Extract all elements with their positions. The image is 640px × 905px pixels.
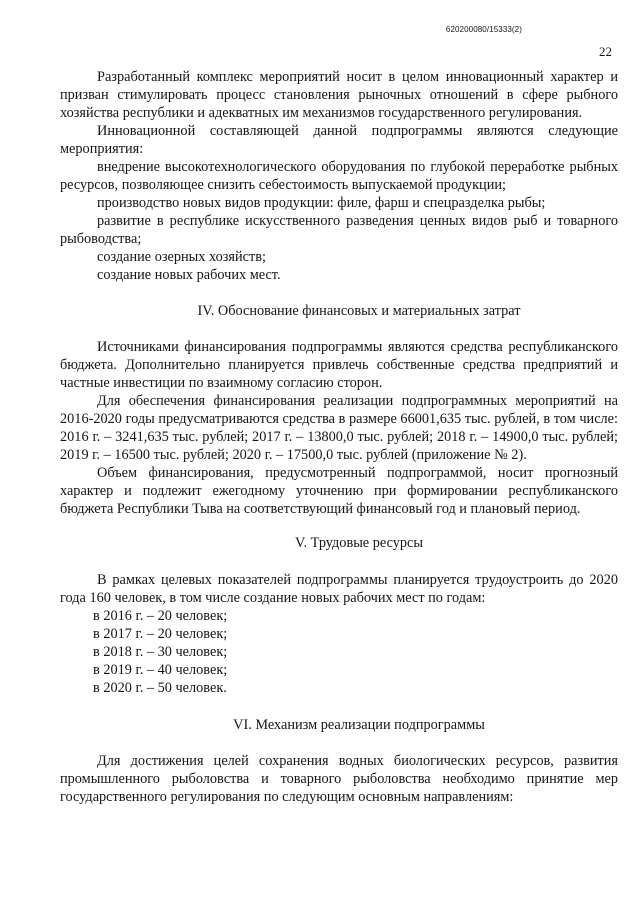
- document-id: 620200080/15333(2): [445, 25, 522, 34]
- paragraph: Источниками финансирования подпрограммы являются средства республиканского бюджета. Дополнительно планируется привлечь собственные средства предприятий и частные инвестиции по взаимному согласию сторон.: [60, 339, 618, 391]
- list-item: в 2020 г. – 50 человек.: [93, 680, 227, 696]
- paragraph: Инновационной составляющей данной подпрограммы являются следующие мероприятия:: [60, 123, 618, 157]
- paragraph: В рамках целевых показателей подпрограммы планируется трудоустроить до 2020 года 160 человек, в том числе создание новых рабочих мест по годам:: [60, 572, 618, 606]
- section-heading: IV. Обоснование финансовых и материальных затрат: [197, 303, 521, 319]
- list-item: внедрение высокотехнологического оборудования по глубокой переработке рыбных ресурсов, позволяющее снизить себестоимость выпускаемой продукции;: [60, 159, 618, 193]
- page-number: 22: [599, 44, 612, 59]
- section-heading: VI. Механизм реализации подпрограммы: [233, 717, 485, 733]
- paragraph: Для достижения целей сохранения водных биологических ресурсов, развития промышленного рыболовства и товарного рыболовства необходимо принятие мер государственного регулирования по следующим основным направлениям:: [60, 753, 618, 805]
- document-body: [60, 68, 618, 806]
- list-item: создание новых рабочих мест.: [97, 267, 281, 283]
- list-item: в 2016 г. – 20 человек;: [93, 608, 228, 624]
- list-item: создание озерных хозяйств;: [97, 249, 266, 265]
- list-item: в 2018 г. – 30 человек;: [93, 644, 228, 660]
- paragraph: Разработанный комплекс мероприятий носит в целом инновационный характер и призван стимулировать процесс становления рыночных отношений в сфере рыбного хозяйства республики и адекватных им механизмов государственного регулирования.: [60, 69, 618, 121]
- list-item: в 2019 г. – 40 человек;: [93, 662, 228, 678]
- section-heading: V. Трудовые ресурсы: [295, 535, 423, 551]
- paragraph: Для обеспечения финансирования реализации подпрограммных мероприятий на 2016-2020 годы предусматриваются средства в размере 66001,635 тыс. рублей, в том числе: 2016 г. – 3241,635 тыс. рублей; 2017 г. – 13800,0 тыс. рублей; 2018 г. – 14900,0 тыс. рублей; 2019 г. – 16500 тыс. рублей; 2020 г. – 17500,0 тыс. рублей (приложение № 2).: [60, 393, 618, 463]
- paragraph: Объем финансирования, предусмотренный подпрограммой, носит прогнозный характер и подлежит ежегодному уточнению при формировании республиканского бюджета Республики Тыва на соответствующий финансовый год и плановый период.: [60, 465, 618, 517]
- list-item: развитие в республике искусственного разведения ценных видов рыб и товарного рыбоводства;: [60, 213, 618, 247]
- list-item: производство новых видов продукции: филе, фарш и спецразделка рыбы;: [97, 195, 546, 211]
- list-item: в 2017 г. – 20 человек;: [93, 626, 228, 642]
